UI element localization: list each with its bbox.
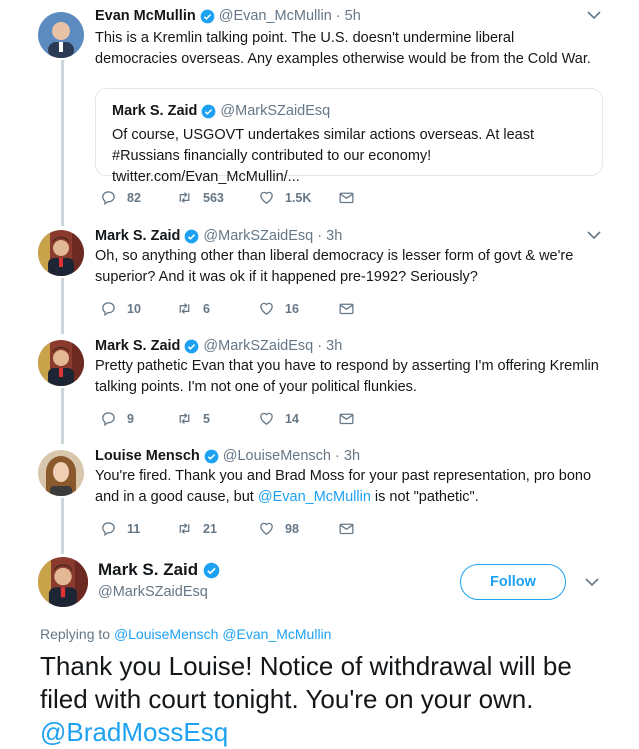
- message-button[interactable]: [338, 410, 365, 427]
- tweet[interactable]: [0, 448, 639, 548]
- author-handle[interactable]: @MarkSZaidEsq: [203, 228, 314, 244]
- tweet-text: This is a Kremlin talking point. The U.S. doesn't undermine liberal democracies overseas. Any examples otherwise would be from the Cold War.: [95, 30, 591, 67]
- mention-link[interactable]: @LouiseMensch: [113, 626, 219, 642]
- main-tweet-text: [40, 650, 625, 749]
- timestamp[interactable]: 3h: [326, 228, 343, 244]
- like-count: 14: [285, 411, 299, 426]
- reply-icon: [100, 300, 117, 317]
- quoted-tweet-header: [112, 103, 330, 119]
- follow-button[interactable]: Follow: [460, 564, 566, 600]
- message-icon: [338, 410, 355, 427]
- tweet-actions: [100, 410, 420, 430]
- message-button[interactable]: [338, 189, 365, 206]
- quoted-tweet-text: Of course, USGOVT undertakes similar actions overseas. At least #Russians financially contributed to our economy! twitter.com/Evan_McMullin/...: [112, 127, 535, 185]
- reply-button[interactable]: [100, 189, 141, 206]
- avatar[interactable]: [38, 450, 84, 496]
- retweet-count: 6: [203, 301, 210, 316]
- tweet-text: [95, 466, 600, 508]
- avatar[interactable]: [38, 12, 84, 58]
- tweet-actions: [100, 520, 420, 540]
- like-button[interactable]: [258, 189, 311, 206]
- timestamp[interactable]: 3h: [326, 338, 343, 354]
- verified-badge-icon: [201, 104, 216, 119]
- like-button[interactable]: [258, 410, 299, 427]
- retweet-icon: [176, 300, 193, 317]
- tweet-text-part: You're fired. Thank you and Brad Moss for your past representation, pro bono and in a good cause, but: [95, 468, 592, 505]
- message-button[interactable]: [338, 520, 365, 537]
- like-icon: [258, 520, 275, 537]
- reply-button[interactable]: [100, 410, 134, 427]
- retweet-count: 563: [203, 190, 224, 205]
- separator: ·: [313, 338, 327, 354]
- like-count: 98: [285, 521, 299, 536]
- author-name[interactable]: Mark S. Zaid: [95, 228, 181, 244]
- avatar[interactable]: [38, 230, 84, 276]
- verified-badge-icon: [204, 449, 219, 464]
- tweet-text: Oh, so anything other than liberal democracy is lesser form of govt & we're superior? And it was ok if it happened pre-1992? Seriously?: [95, 248, 574, 285]
- message-button[interactable]: [338, 300, 365, 317]
- tweet-header: [95, 448, 360, 464]
- tweet-actions: [100, 189, 420, 209]
- tweet-header: [95, 338, 342, 354]
- author-name[interactable]: Evan McMullin: [95, 8, 196, 24]
- tweet-text: Pretty pathetic Evan that you have to respond by asserting I'm offering Kremlin talking points. I'm not one of your political flunkies.: [95, 358, 599, 395]
- retweet-button[interactable]: [176, 189, 224, 206]
- main-author-name[interactable]: [98, 560, 220, 580]
- reply-count: 10: [127, 301, 141, 316]
- avatar[interactable]: [38, 340, 84, 386]
- quoted-author-name: Mark S. Zaid: [112, 103, 198, 119]
- tweet[interactable]: [0, 228, 639, 328]
- retweet-icon: [176, 520, 193, 537]
- reply-button[interactable]: [100, 520, 140, 537]
- retweet-count: 21: [203, 521, 217, 536]
- like-icon: [258, 300, 275, 317]
- like-count: 16: [285, 301, 299, 316]
- chevron-down-icon[interactable]: [587, 10, 601, 20]
- tweet-actions: [100, 300, 420, 320]
- verified-badge-icon: [184, 229, 199, 244]
- main-tweet-text-body: Thank you Louise! Notice of withdrawal will be filed with court tonight. You're on your own.: [40, 651, 572, 714]
- author-handle[interactable]: @LouiseMensch: [222, 448, 331, 464]
- verified-badge-icon: [184, 339, 199, 354]
- tweet[interactable]: [0, 338, 639, 438]
- message-icon: [338, 300, 355, 317]
- message-icon: [338, 520, 355, 537]
- message-icon: [338, 189, 355, 206]
- quoted-author-handle: @MarkSZaidEsq: [220, 103, 331, 119]
- mention-link[interactable]: @Evan_McMullin: [222, 626, 332, 642]
- like-icon: [258, 410, 275, 427]
- tweet-header: [95, 228, 342, 244]
- reply-count: 9: [127, 411, 134, 426]
- like-count: 1.5K: [285, 190, 312, 205]
- author-name[interactable]: Louise Mensch: [95, 448, 200, 464]
- tweet-header: [95, 8, 361, 24]
- reply-count: 11: [127, 521, 141, 536]
- reply-icon: [100, 410, 117, 427]
- avatar[interactable]: [38, 557, 88, 607]
- author-handle[interactable]: @MarkSZaidEsq: [203, 338, 314, 354]
- quoted-tweet[interactable]: [95, 88, 603, 185]
- verified-badge-icon: [203, 562, 220, 579]
- tweet[interactable]: [0, 8, 639, 218]
- retweet-icon: [176, 189, 193, 206]
- reply-button[interactable]: [100, 300, 141, 317]
- author-handle[interactable]: @Evan_McMullin: [218, 8, 332, 24]
- like-icon: [258, 189, 275, 206]
- timestamp[interactable]: 3h: [343, 448, 361, 464]
- like-button[interactable]: [258, 520, 299, 537]
- timestamp[interactable]: 5h: [344, 8, 361, 24]
- retweet-icon: [176, 410, 193, 427]
- separator: ·: [313, 228, 327, 244]
- reply-icon: [100, 520, 117, 537]
- retweet-count: 5: [203, 411, 210, 426]
- like-button[interactable]: [258, 300, 299, 317]
- mention-link[interactable]: @BradMossEsq: [40, 717, 229, 747]
- chevron-down-icon[interactable]: [587, 230, 601, 240]
- tweet-text-part: is not "pathetic".: [370, 489, 479, 505]
- reply-count: 82: [127, 190, 141, 205]
- reply-icon: [100, 189, 117, 206]
- retweet-button[interactable]: [176, 520, 217, 537]
- chevron-down-icon[interactable]: [585, 577, 599, 587]
- retweet-button[interactable]: [176, 300, 210, 317]
- verified-badge-icon: [200, 9, 215, 24]
- main-author-name-text: Mark S. Zaid: [98, 560, 199, 579]
- separator: ·: [331, 8, 345, 24]
- separator: ·: [330, 448, 344, 464]
- main-author-handle[interactable]: @MarkSZaidEsq: [98, 584, 208, 600]
- mention-link[interactable]: @Evan_McMullin: [257, 489, 371, 505]
- replying-to-label: Replying to: [40, 626, 111, 642]
- replying-to: [40, 626, 331, 642]
- retweet-button[interactable]: [176, 410, 210, 427]
- author-name[interactable]: Mark S. Zaid: [95, 338, 181, 354]
